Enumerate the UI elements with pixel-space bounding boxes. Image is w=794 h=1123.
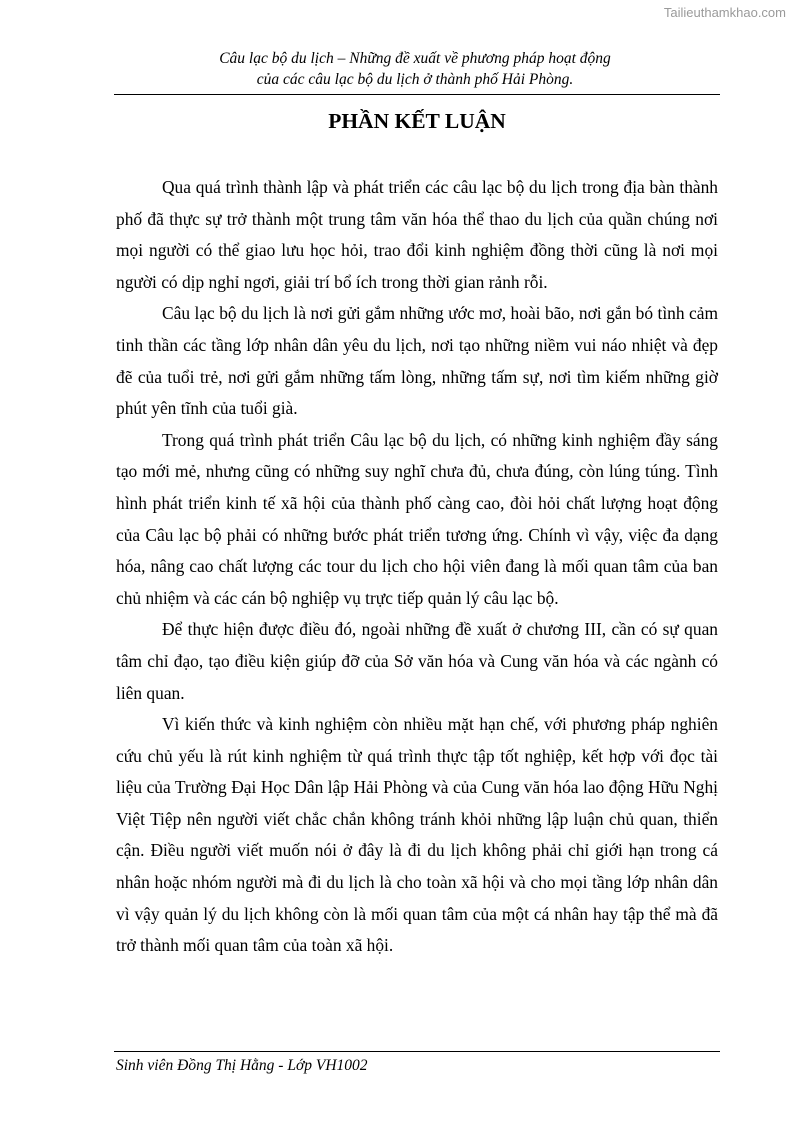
paragraph-5: Vì kiến thức và kinh nghiệm còn nhiều mặt hạn chế, với phương pháp nghiên cứu chủ yếu là rút kinh nghiệm từ quá trình thực tập tốt nghiệp, kết hợp với đọc tài liệu của Trường Đại Học Dân lập Hải Phòng và của Cung văn hóa lao động Hữu Nghị Việt Tiệp nên người viết chắc chắn không tránh khỏi những lập luận chủ quan, thiển cận. Điều người viết muốn nói ở đây là đi du lịch không phải chỉ giới hạn trong cá nhân hoặc nhóm người mà đi du lịch là cho toàn xã hội và cho mọi tầng lớp nhân dân vì vậy quản lý du lịch không còn là mối quan tâm của một cá nhân hay tập thể mà đã trở thành mối quan tâm của toàn xã hội. bbox=[116, 714, 718, 956]
running-footer: Sinh viên Đồng Thị Hằng - Lớp VH1002 bbox=[116, 1057, 368, 1074]
paragraph-4: Để thực hiện được điều đó, ngoài những đề xuất ở chương III, cần có sự quan tâm chỉ đạo, tạo điều kiện giúp đỡ của Sở văn hóa và Cung văn hóa và các ngành có liên quan. bbox=[116, 619, 718, 703]
watermark-text: Tailieuthamkhao.com bbox=[663, 5, 786, 20]
running-header bbox=[110, 48, 720, 90]
footer-divider bbox=[114, 1051, 720, 1052]
paragraph-3: Trong quá trình phát triển Câu lạc bộ du lịch, có những kinh nghiệm đầy sáng tạo mới mẻ, nhưng cũng có những suy nghĩ chưa đủ, chưa đúng, còn lúng túng. Tình hình phát triển kinh tế xã hội của thành phố càng cao, đòi hỏi chất lượng hoạt động của Câu lạc bộ phải có những bước phát triển tương ứng. Chính vì vậy, việc đa dạng hóa, nâng cao chất lượng các tour du lịch cho hội viên đang là mối quan tâm của ban chủ nhiệm và các cán bộ nghiệp vụ trực tiếp quản lý câu lạc bộ. bbox=[116, 429, 718, 608]
header-divider bbox=[114, 94, 720, 95]
paragraph-2: Câu lạc bộ du lịch là nơi gửi gắm những ước mơ, hoài bão, nơi gắn bó tình cảm tinh thần các tầng lớp nhân dân yêu du lịch, nơi tạo những niềm vui náo nhiệt và đẹp đẽ của tuổi trẻ, nơi gửi gắm những tấm lòng, những tấm sự, nơi tìm kiếm những giờ phút yên tĩnh của tuổi già. bbox=[116, 303, 718, 419]
running-header-line-2: của các câu lạc bộ du lịch ở thành phố Hải Phòng. bbox=[256, 71, 574, 88]
document-body bbox=[116, 172, 718, 962]
paragraph-1: Qua quá trình thành lập và phát triển các câu lạc bộ du lịch trong địa bàn thành phố đã thực sự trở thành một trung tâm văn hóa thể thao du lịch của quần chúng nơi mọi người có thể giao lưu học hỏi, trao đổi kinh nghiệm đồng thời cũng là nơi mọi người có dịp nghỉ ngơi, giải trí bổ ích trong thời gian rảnh rỗi. bbox=[116, 177, 718, 292]
running-header-line-1: Câu lạc bộ du lịch – Những đề xuất về phương pháp hoạt động bbox=[219, 50, 611, 67]
page-title: PHẦN KẾT LUẬN bbox=[328, 109, 506, 133]
